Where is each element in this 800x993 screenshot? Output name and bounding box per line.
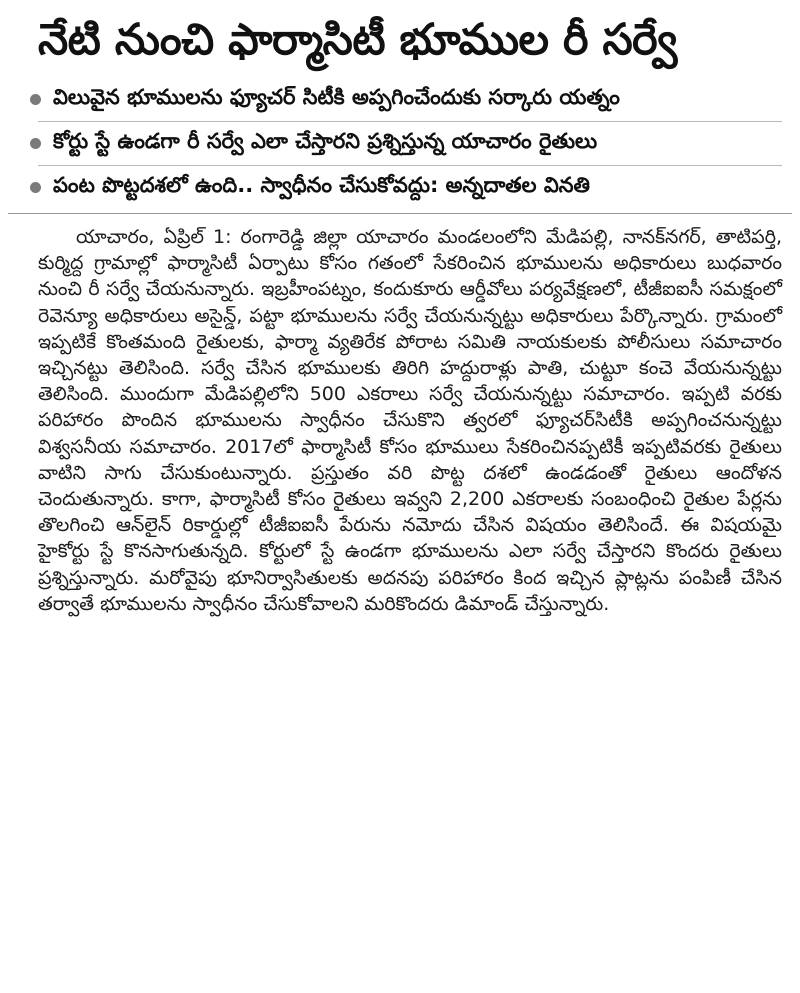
deck-item bbox=[38, 165, 782, 209]
article-body: యాచారం, ఏప్రిల్ 1: రంగారెడ్డి జిల్లా యాచారం మండలంలోని మేడిపల్లి, నానక్‌నగర్, తాటిపర్తి, కుర్మిద్ద గ్రామాల్లో ఫార్మాసిటీ ఏర్పాటు కోసం గతంలో సేకరించిన భూములను అధికారులు బుధవారం నుంచి రీ సర్వే చేయనున్నారు. ఇబ్రహీంపట్నం, కందుకూరు ఆర్డీవోలు పర్యవేక్షణలో, టీజీఐఐసీ సమక్షంలో రెవెన్యూ అధికారులు అసైన్డ్, పట్టా భూములను సర్వే చేయనున్నట్టు అధికారులు పేర్కొన్నారు. గ్రామంలో ఇప్పటికే కొంతమంది రైతులకు, ఫార్మా వ్యతిరేక పోరాట సమితి నాయకులకు పోలీసులు సమాచారం ఇచ్చినట్టు తెలిసింది. సర్వే చేసిన భూములకు తిరిగి హద్దురాళ్లు పాతి, చుట్టూ కంచె వేయనున్నట్టు తెలిసింది. ముందుగా మేడిపల్లిలోని 500 ఎకరాలు సర్వే చేయనున్నట్టు సమాచారం. ఇప్పటి వరకు పరిహారం పొందిన భూములను స్వాధీనం చేసుకొని త్వరలో ఫ్యూచర్‌సిటీకి అప్పగించనున్నట్టు విశ్వసనీయ సమాచారం. 2017లో ఫార్మాసిటీ కోసం భూములు సేకరించినప్పటికీ ఇప్పటివరకు రైతులు వాటిని సాగు చేసుకుంటున్నారు. ప్రస్తుతం వరి పొట్ట దశలో ఉండడంతో రైతులు ఆందోళన చెందుతున్నారు. కాగా, ఫార్మాసిటీ కోసం రైతులు ఇవ్వని 2,200 ఎకరాలకు సంబంధించి రైతుల పేర్లను తొలగించి ఆన్‌లైన్ రికార్డుల్లో టీజీఐఐసీ పేరును నమోదు చేసిన విషయం తెలిసిందే. ఈ విషయమై హైకోర్టు స్టే కొనసాగుతున్నది. కోర్టులో స్టే ఉండగా భూములను ఎలా సర్వే చేస్తారని కొందరు రైతులు ప్రశ్నిస్తున్నారు. మరోవైపు భూనిర్వాసితులకు అదనపు పరిహారం కింద ఇచ్చిన ప్లాట్లను పంపిణీ చేసిన తర్వాతే భూములను స్వాధీనం చేసుకోవాలని మరికొందరు డిమాండ్ చేస్తున్నారు. bbox=[38, 226, 782, 615]
deck-list bbox=[38, 78, 782, 209]
deck-item bbox=[38, 121, 782, 165]
bullet-icon bbox=[30, 182, 41, 193]
deck-text: కోర్టు స్టే ఉండగా రీ సర్వే ఎలా చేస్తారని ప్రశ్నిస్తున్న యాచారం రైతులు bbox=[53, 128, 598, 153]
headline: నేటి నుంచి ఫార్మాసిటీ భూముల రీ సర్వే bbox=[38, 15, 677, 65]
deck-text: విలువైన భూములను ఫ్యూచర్ సిటీకి అప్పగించేందుకు సర్కారు యత్నం bbox=[53, 84, 620, 109]
bullet-icon bbox=[30, 138, 41, 149]
divider-rule bbox=[8, 213, 792, 214]
deck-text: పంట పొట్టదశలో ఉంది.. స్వాధీనం చేసుకోవద్దు: అన్నదాతల వినతి bbox=[53, 172, 590, 197]
bullet-icon bbox=[30, 94, 41, 105]
deck-item bbox=[38, 78, 782, 121]
